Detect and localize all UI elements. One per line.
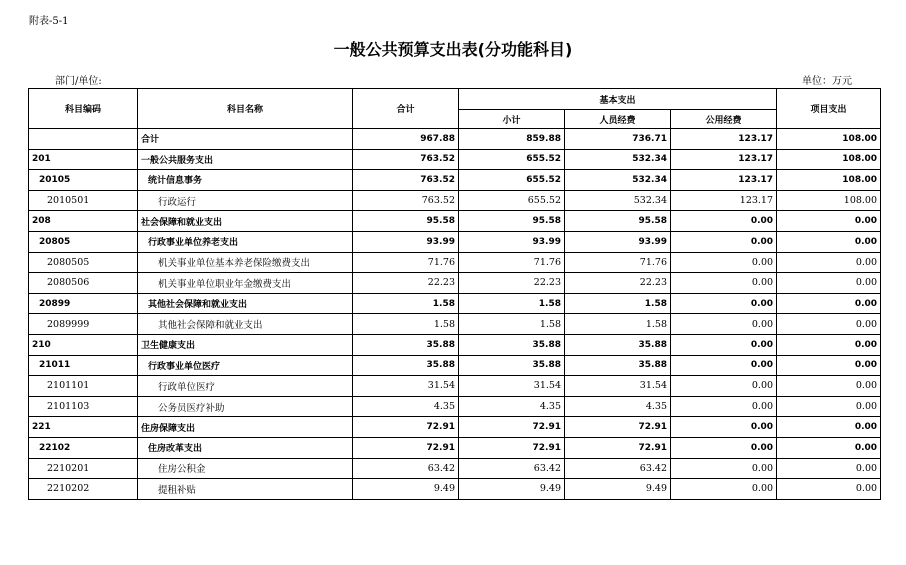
subtotal-cell: 93.99 <box>459 231 565 252</box>
project-cell: 0.00 <box>777 231 881 252</box>
header-name: 科目名称 <box>138 89 353 129</box>
public-cell: 0.00 <box>671 437 777 458</box>
total-cell: 95.58 <box>353 211 459 232</box>
table-row <box>29 479 881 500</box>
project-cell: 0.00 <box>777 479 881 500</box>
table-row <box>29 334 881 355</box>
code-cell: 21011 <box>29 355 138 376</box>
total-cell: 63.42 <box>353 458 459 479</box>
header-code: 科目编码 <box>29 89 138 129</box>
department-label: 部门/单位: <box>55 76 102 87</box>
name-cell: 住房公积金 <box>138 458 353 479</box>
code-cell: 221 <box>29 417 138 438</box>
table-body <box>29 129 881 500</box>
table-row <box>29 396 881 417</box>
code-cell: 20899 <box>29 293 138 314</box>
name-cell: 行政事业单位医疗 <box>138 355 353 376</box>
public-cell: 123.17 <box>671 129 777 150</box>
header-basic: 基本支出 <box>459 89 777 110</box>
table-row <box>29 170 881 191</box>
table-row <box>29 211 881 232</box>
table-row <box>29 231 881 252</box>
name-cell: 住房改革支出 <box>138 437 353 458</box>
personnel-cell: 22.23 <box>565 273 671 294</box>
name-cell: 其他社会保障和就业支出 <box>138 314 353 335</box>
public-cell: 0.00 <box>671 273 777 294</box>
project-cell: 0.00 <box>777 396 881 417</box>
subtotal-cell: 859.88 <box>459 129 565 150</box>
name-cell: 卫生健康支出 <box>138 334 353 355</box>
name-cell: 合计 <box>138 129 353 150</box>
subtotal-cell: 71.76 <box>459 252 565 273</box>
table-row <box>29 149 881 170</box>
personnel-cell: 93.99 <box>565 231 671 252</box>
personnel-cell: 1.58 <box>565 314 671 335</box>
total-cell: 1.58 <box>353 314 459 335</box>
code-cell: 201 <box>29 149 138 170</box>
table-row <box>29 417 881 438</box>
code-cell: 2080505 <box>29 252 138 273</box>
table-row <box>29 273 881 294</box>
public-cell: 0.00 <box>671 252 777 273</box>
table-row <box>29 376 881 397</box>
name-cell: 行政运行 <box>138 190 353 211</box>
personnel-cell: 532.34 <box>565 149 671 170</box>
table-row <box>29 437 881 458</box>
subtotal-cell: 655.52 <box>459 149 565 170</box>
project-cell: 108.00 <box>777 170 881 191</box>
subtotal-cell: 72.91 <box>459 417 565 438</box>
personnel-cell: 31.54 <box>565 376 671 397</box>
project-cell: 0.00 <box>777 334 881 355</box>
name-cell: 机关事业单位职业年金缴费支出 <box>138 273 353 294</box>
public-cell: 0.00 <box>671 396 777 417</box>
project-cell: 108.00 <box>777 190 881 211</box>
project-cell: 108.00 <box>777 129 881 150</box>
personnel-cell: 9.49 <box>565 479 671 500</box>
project-cell: 0.00 <box>777 355 881 376</box>
personnel-cell: 63.42 <box>565 458 671 479</box>
project-cell: 0.00 <box>777 293 881 314</box>
table-row <box>29 190 881 211</box>
subtotal-cell: 9.49 <box>459 479 565 500</box>
total-cell: 967.88 <box>353 129 459 150</box>
code-cell: 2101101 <box>29 376 138 397</box>
name-cell: 行政事业单位养老支出 <box>138 231 353 252</box>
table-row <box>29 129 881 150</box>
personnel-cell: 1.58 <box>565 293 671 314</box>
total-cell: 1.58 <box>353 293 459 314</box>
table-row <box>29 314 881 335</box>
code-cell: 208 <box>29 211 138 232</box>
total-cell: 763.52 <box>353 149 459 170</box>
subtotal-cell: 22.23 <box>459 273 565 294</box>
personnel-cell: 736.71 <box>565 129 671 150</box>
name-cell: 统计信息事务 <box>138 170 353 191</box>
code-cell: 22102 <box>29 437 138 458</box>
table-row <box>29 293 881 314</box>
public-cell: 0.00 <box>671 355 777 376</box>
name-cell: 住房保障支出 <box>138 417 353 438</box>
total-cell: 31.54 <box>353 376 459 397</box>
project-cell: 0.00 <box>777 437 881 458</box>
code-cell: 2010501 <box>29 190 138 211</box>
name-cell: 机关事业单位基本养老保险缴费支出 <box>138 252 353 273</box>
project-cell: 108.00 <box>777 149 881 170</box>
table-row <box>29 355 881 376</box>
total-cell: 4.35 <box>353 396 459 417</box>
public-cell: 0.00 <box>671 417 777 438</box>
total-cell: 93.99 <box>353 231 459 252</box>
code-cell: 2080506 <box>29 273 138 294</box>
personnel-cell: 4.35 <box>565 396 671 417</box>
page-title: 一般公共预算支出表(分功能科目) <box>333 40 573 59</box>
name-cell: 行政单位医疗 <box>138 376 353 397</box>
code-cell: 2089999 <box>29 314 138 335</box>
project-cell: 0.00 <box>777 252 881 273</box>
code-cell: 20805 <box>29 231 138 252</box>
code-cell: 20105 <box>29 170 138 191</box>
code-cell: 210 <box>29 334 138 355</box>
total-cell: 763.52 <box>353 170 459 191</box>
personnel-cell: 72.91 <box>565 437 671 458</box>
personnel-cell: 72.91 <box>565 417 671 438</box>
name-cell: 提租补贴 <box>138 479 353 500</box>
subtotal-cell: 4.35 <box>459 396 565 417</box>
project-cell: 0.00 <box>777 314 881 335</box>
subtotal-cell: 35.88 <box>459 334 565 355</box>
subtotal-cell: 1.58 <box>459 293 565 314</box>
code-cell <box>29 129 138 150</box>
total-cell: 72.91 <box>353 417 459 438</box>
header-public: 公用经费 <box>671 110 777 129</box>
public-cell: 0.00 <box>671 231 777 252</box>
subtotal-cell: 63.42 <box>459 458 565 479</box>
name-cell: 其他社会保障和就业支出 <box>138 293 353 314</box>
total-cell: 9.49 <box>353 479 459 500</box>
table-row <box>29 458 881 479</box>
project-cell: 0.00 <box>777 376 881 397</box>
subtotal-cell: 35.88 <box>459 355 565 376</box>
total-cell: 71.76 <box>353 252 459 273</box>
public-cell: 0.00 <box>671 211 777 232</box>
public-cell: 0.00 <box>671 376 777 397</box>
personnel-cell: 532.34 <box>565 170 671 191</box>
code-cell: 2101103 <box>29 396 138 417</box>
header-project: 项目支出 <box>777 89 881 129</box>
personnel-cell: 35.88 <box>565 355 671 376</box>
header-subtotal: 小计 <box>459 110 565 129</box>
subtotal-cell: 31.54 <box>459 376 565 397</box>
subtotal-cell: 72.91 <box>459 437 565 458</box>
project-cell: 0.00 <box>777 273 881 294</box>
total-cell: 22.23 <box>353 273 459 294</box>
budget-table <box>28 88 881 500</box>
attachment-label: 附表-5-1 <box>29 16 69 27</box>
total-cell: 763.52 <box>353 190 459 211</box>
public-cell: 0.00 <box>671 314 777 335</box>
total-cell: 35.88 <box>353 355 459 376</box>
public-cell: 0.00 <box>671 479 777 500</box>
code-cell: 2210202 <box>29 479 138 500</box>
public-cell: 0.00 <box>671 458 777 479</box>
personnel-cell: 35.88 <box>565 334 671 355</box>
project-cell: 0.00 <box>777 417 881 438</box>
name-cell: 社会保障和就业支出 <box>138 211 353 232</box>
total-cell: 72.91 <box>353 437 459 458</box>
personnel-cell: 95.58 <box>565 211 671 232</box>
code-cell: 2210201 <box>29 458 138 479</box>
subtotal-cell: 655.52 <box>459 190 565 211</box>
table-row <box>29 252 881 273</box>
header-total: 合计 <box>353 89 459 129</box>
subtotal-cell: 1.58 <box>459 314 565 335</box>
public-cell: 0.00 <box>671 334 777 355</box>
public-cell: 123.17 <box>671 190 777 211</box>
unit-label: 单位：万元 <box>802 76 852 87</box>
name-cell: 公务员医疗补助 <box>138 396 353 417</box>
subtotal-cell: 655.52 <box>459 170 565 191</box>
personnel-cell: 532.34 <box>565 190 671 211</box>
total-cell: 35.88 <box>353 334 459 355</box>
public-cell: 0.00 <box>671 293 777 314</box>
public-cell: 123.17 <box>671 170 777 191</box>
project-cell: 0.00 <box>777 211 881 232</box>
project-cell: 0.00 <box>777 458 881 479</box>
public-cell: 123.17 <box>671 149 777 170</box>
personnel-cell: 71.76 <box>565 252 671 273</box>
header-personnel: 人员经费 <box>565 110 671 129</box>
subtotal-cell: 95.58 <box>459 211 565 232</box>
name-cell: 一般公共服务支出 <box>138 149 353 170</box>
